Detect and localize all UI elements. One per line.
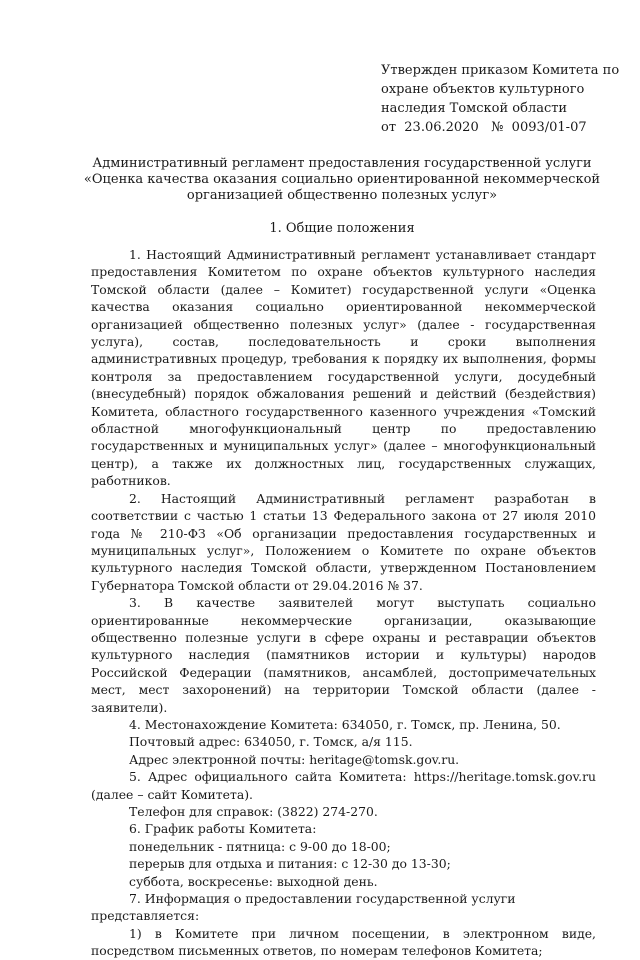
paragraph-info-item-1: 1) в Комитете при личном посещении, в электронном виде, посредством письменных ответов, по номерам телефонов Комитета; <box>91 925 596 959</box>
paragraph-1: 1. Настоящий Административный регламент устанавливает стандарт предоставления Комитетом по охране объектов культурного наследия Томской области (далее – Комитет) государственной услуги «Оценка качества оказания социально ориентированной некоммерческой организацией общественно полезных услуг» (далее - государственная услуга), состав, последовательность и сроки выполнения административных процедур, требования к порядку их выполнения, формы контроля за предоставлением государственной услуги, досудебный (внесудебный) порядок обжалования решений и действий (бездействия) Комитета, областного государственного казенного учреждения «Томский областной многофункциональный центр по предоставлению государственных и муниципальных услуг» (далее – многофункциональный центр), а также их должностных лиц, государственных служащих, работников. <box>91 247 596 489</box>
approval-order-line: от 23.06.2020 № 0093/01-07 <box>381 120 587 135</box>
paragraph-2: 2. Настоящий Административный регламент разработан в соответствии с частью 1 статьи 13 Федерального закона от 27 июля 2010 года № 210-ФЗ «Об организации предоставления государственных и муниципальных услуг», Положением о Комитете по охране объектов культурного наследия Томской области, утвержденном Постановлением Губернатора Томской области от 29.04.2016 № 37. <box>91 490 596 593</box>
document-body <box>91 246 596 960</box>
paragraph-postal-address: Почтовый адрес: 634050, г. Томск, а/я 115. <box>129 734 413 750</box>
approval-line: охране объектов культурного <box>381 82 585 97</box>
paragraph-schedule-heading: 6. График работы Комитета: <box>129 821 317 837</box>
paragraph-schedule-weekend: суббота, воскресенье: выходной день. <box>129 873 378 889</box>
paragraph-location: 4. Местонахождение Комитета: 634050, г. Томск, пр. Ленина, 50. <box>129 716 561 732</box>
approval-line: наследия Томской области <box>381 101 568 116</box>
paragraph-schedule-break: перерыв для отдыха и питания: с 12-30 до 13-30; <box>129 856 451 872</box>
paragraph-phone: Телефон для справок: (3822) 274-270. <box>129 804 378 819</box>
approval-line: Утвержден приказом Комитета по <box>381 63 620 78</box>
paragraph-website: 5. Адрес официального сайта Комитета: https://heritage.tomsk.gov.ru (далее – сайт Комитета). <box>91 769 596 802</box>
paragraph-info-heading: 7. Информация о предоставлении государственной услуги представляется: <box>91 891 516 924</box>
section-heading: 1. Общие положения <box>269 221 415 236</box>
title-line: Административный регламент предоставления государственной услуги <box>92 156 592 171</box>
approval-stamp <box>381 61 620 137</box>
title-line: организацией общественно полезных услуг» <box>186 188 498 203</box>
paragraph-schedule-weekdays: понедельник - пятница: с 9-00 до 18-00; <box>129 838 391 854</box>
paragraph-3: 3. В качестве заявителей могут выступать социально ориентированные некоммерческие организации, оказывающие общественно полезные услуги в сфере охраны и реставрации объектов культурного наследия (памятников истории и культуры) народов Российской Федерации (памятников, ансамблей, достопримечательных мест, мест захоронений) на территории Томской области (далее - заявители). <box>91 595 596 715</box>
document-title <box>80 156 604 204</box>
paragraph-email: Адрес электронной почты: heritage@tomsk.gov.ru. <box>129 751 460 767</box>
title-line: «Оценка качества оказания социально ориентированной некоммерческой <box>83 172 601 187</box>
